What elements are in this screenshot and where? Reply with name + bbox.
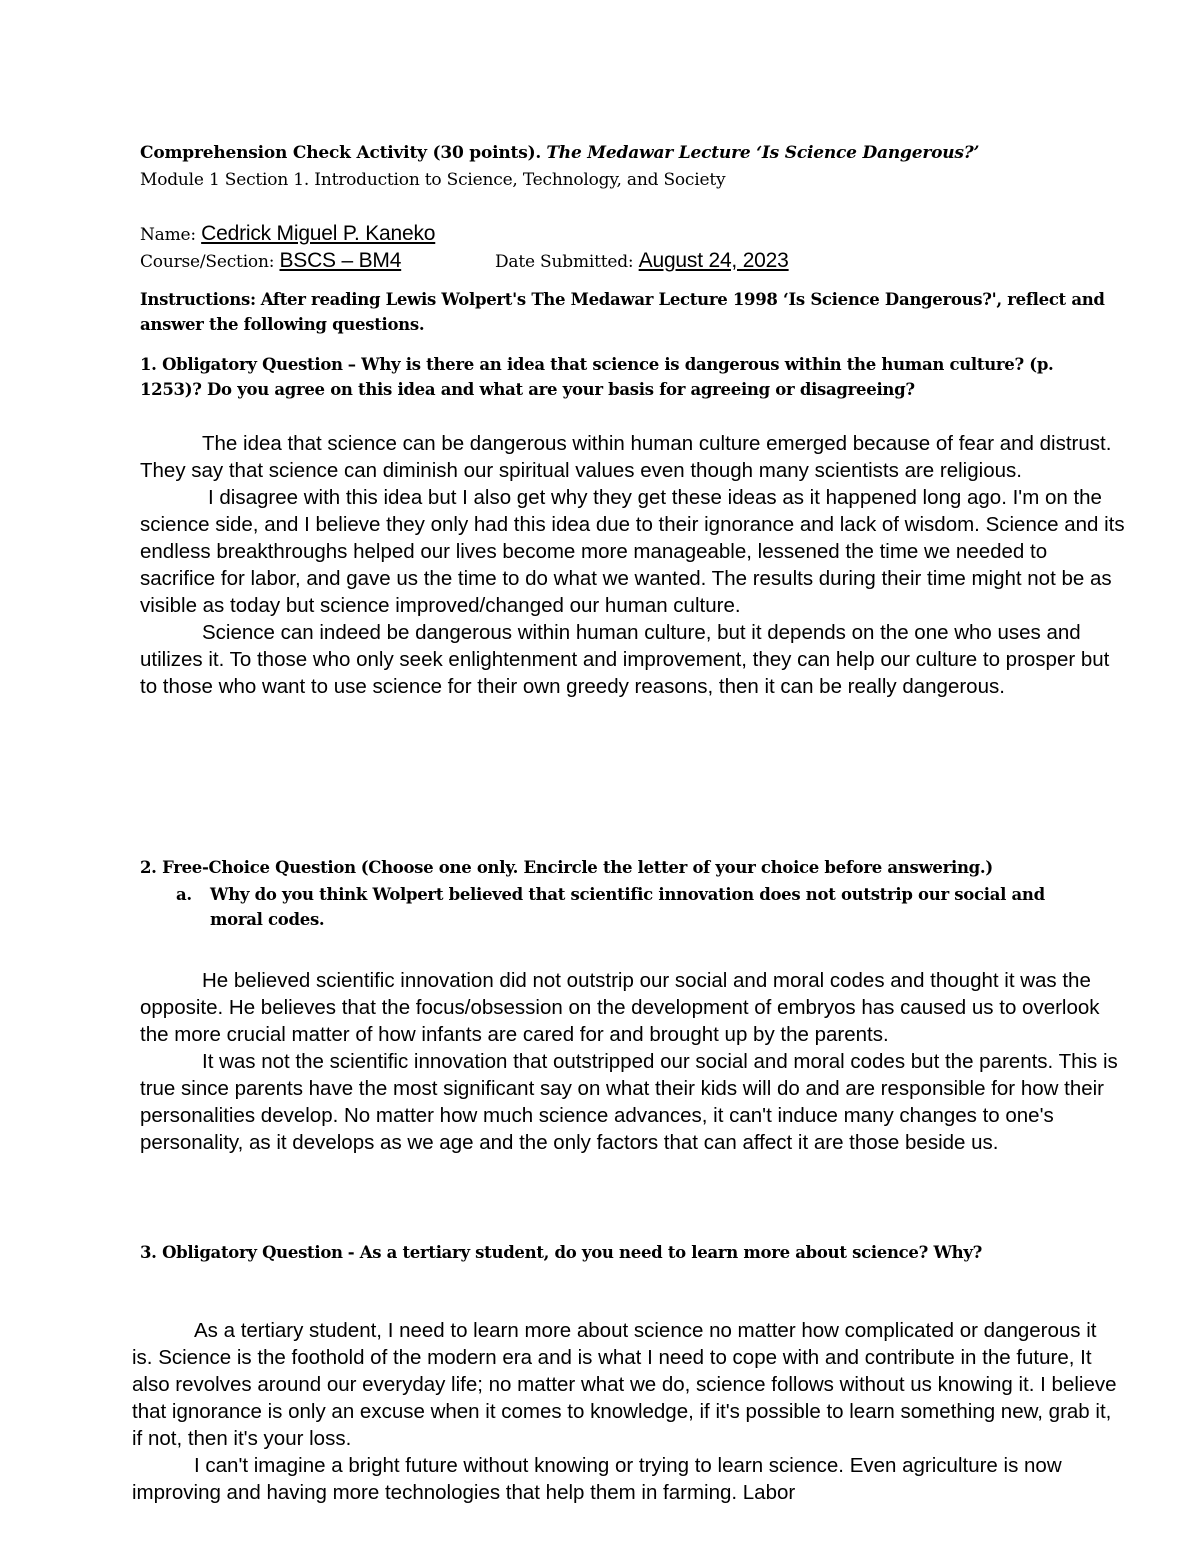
question-3-label: 3. Obligatory Question	[140, 1243, 343, 1262]
date-label: Date Submitted:	[495, 252, 634, 272]
answer-1-paragraph: I disagree with this idea but I also get why they get these ideas as it happened long ago. I'm on the science side, and I believe they only had this idea due to their ignorance and lack of wisdom. Science and its endless breakthroughs helped our lives become more manageable, lessened the time we needed to sacrifice for labor, and gave us the time to do what we wanted. The results during their time might not be as visible as today but science improved/changed our human culture.	[140, 486, 1125, 617]
instructions-text: After reading Lewis Wolpert's The Medawar Lecture 1998 ‘Is Science Dangerous?', reflect and answer the following questions.	[140, 290, 1105, 334]
answer-3-paragraph: I can't imagine a bright future without knowing or trying to learn science. Even agriculture is now improving and having more technologies that help them in farming. Labor	[132, 1454, 1062, 1504]
answer-1	[140, 430, 1125, 700]
name-row	[140, 222, 435, 246]
question-1-label: 1. Obligatory Question	[140, 355, 343, 374]
question-3-text: - As a tertiary student, do you need to learn more about science? Why?	[347, 1243, 983, 1262]
answer-2-paragraph: He believed scientific innovation did not outstrip our social and moral codes and thought it was the opposite. He believes that the focus/obsession on the development of embryos has caused us to overlook the more crucial matter of how infants are cared for and brought up by the parents.	[140, 969, 1100, 1046]
question-1	[140, 352, 1120, 402]
answer-2-paragraph: It was not the scientific innovation that outstripped our social and moral codes but the parents. This is true since parents have the most significant say on what their kids will do and are responsible for how their personalities develop. No matter how much science advances, it can't induce many changes to one's personality, as it develops as we age and the only factors that can affect it are those beside us.	[140, 1050, 1118, 1154]
option-letter: a.	[176, 885, 192, 904]
course-label: Course/Section:	[140, 252, 275, 272]
module-line: Module 1 Section 1. Introduction to Science, Technology, and Society	[140, 170, 726, 190]
question-2-label: 2. Free-Choice Question	[140, 858, 356, 877]
date-value: August 24, 2023	[638, 249, 789, 272]
question-2-text: (Choose one only. Encircle the letter of your choice before answering.)	[360, 858, 993, 877]
course-row	[140, 249, 401, 273]
title-italic: The Medawar Lecture ‘Is Science Dangerous?’	[546, 143, 980, 163]
activity-title	[140, 143, 979, 163]
question-1-text: – Why is there an idea that science is dangerous within the human culture? (p. 1253)? Do you agree on this idea and what are your basis for agreeing or disagreeing?	[140, 355, 1054, 399]
answer-3-paragraph: As a tertiary student, I need to learn more about science no matter how complicated or dangerous it is. Science is the foothold of the modern era and is what I need to cope with and contribute in the future, It also revolves around our everyday life; no matter what we do, science follows without us knowing it. I believe that ignorance is only an excuse when it comes to knowledge, if it's possible to learn something new, grab it, if not, then it's your loss.	[132, 1319, 1117, 1450]
instructions-label: Instructions:	[140, 290, 256, 309]
option-text: Why do you think Wolpert believed that scientific innovation does not outstrip our social and moral codes.	[210, 885, 1045, 929]
answer-1-paragraph: Science can indeed be dangerous within human culture, but it depends on the one who uses and utilizes it. To those who only seek enlightenment and improvement, they can help our culture to prosper but to those who want to use science for their own greedy reasons, then it can be really dangerous.	[140, 621, 1110, 698]
name-label: Name:	[140, 225, 196, 245]
title-bold: Comprehension Check Activity (30 points).	[140, 143, 542, 163]
question-2-option-a	[176, 882, 1056, 932]
answer-1-paragraph: The idea that science can be dangerous within human culture emerged because of fear and distrust. They say that science can diminish our spiritual values even though many scientists are religious.	[140, 432, 1112, 482]
answer-2	[140, 967, 1125, 1156]
answer-3	[132, 1317, 1117, 1506]
question-3	[140, 1240, 1120, 1265]
course-value: BSCS – BM4	[279, 249, 402, 272]
instructions	[140, 287, 1120, 337]
name-value: Cedrick Miguel P. Kaneko	[201, 222, 436, 245]
question-2	[140, 855, 1120, 880]
date-row	[495, 249, 789, 273]
